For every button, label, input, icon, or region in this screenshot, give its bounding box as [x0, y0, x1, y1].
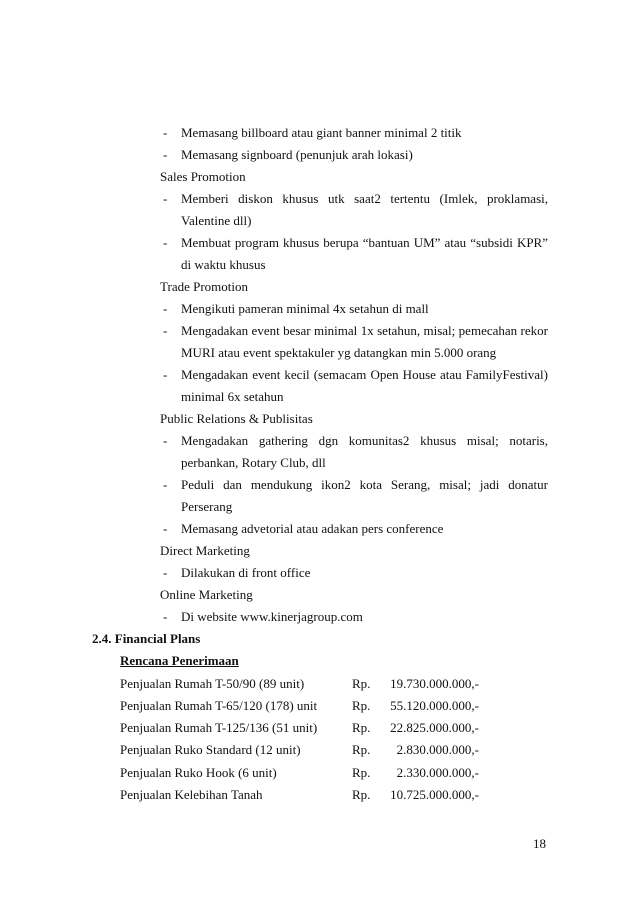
bullet-program-line2: di waktu khusus	[181, 257, 266, 272]
bullet-dash: -	[163, 609, 168, 624]
revenue-row-label: Penjualan Rumah T-125/136 (51 unit)	[120, 720, 318, 735]
revenue-row-label: Penjualan Rumah T-65/120 (178) unit	[120, 698, 318, 713]
bullet-dash: -	[163, 301, 168, 316]
revenue-row-currency: Rp.	[352, 698, 371, 713]
bullet-dash: -	[163, 323, 168, 338]
bullet-gathering-line2: perbankan, Rotary Club, dll	[181, 455, 326, 470]
page-number: 18	[533, 836, 546, 851]
subheading-rencana-penerimaan: Rencana Penerimaan	[120, 653, 239, 668]
bullet-dash: -	[163, 125, 168, 140]
heading-sales-promotion: Sales Promotion	[160, 169, 246, 184]
revenue-row-label: Penjualan Ruko Standard (12 unit)	[120, 742, 301, 757]
revenue-row-currency: Rp.	[352, 742, 371, 757]
bullet-advetorial: Memasang advetorial atau adakan pers conference	[181, 521, 444, 536]
bullet-diskon-line2: Valentine dll)	[181, 213, 252, 228]
section-heading-financial-plans: 2.4. Financial Plans	[92, 631, 201, 646]
bullet-gathering-line1: Mengadakan gathering dgn komunitas2 khusus misal; notaris,	[181, 433, 548, 448]
revenue-row-amount: 22.825.000.000,-	[390, 720, 479, 735]
revenue-row-amount: 2.830.000.000,-	[396, 742, 479, 757]
bullet-dash: -	[163, 367, 168, 382]
bullet-peduli-line1: Peduli dan mendukung ikon2 kota Serang, misal; jadi donatur	[181, 477, 548, 492]
bullet-pameran: Mengikuti pameran minimal 4x setahun di mall	[181, 301, 429, 316]
revenue-row-amount: 19.730.000.000,-	[390, 676, 479, 691]
bullet-program-line1: Membuat program khusus berupa “bantuan UM” atau “subsidi KPR”	[181, 235, 548, 250]
bullet-peduli-line2: Perserang	[181, 499, 233, 514]
bullet-dash: -	[163, 433, 168, 448]
bullet-dash: -	[163, 235, 168, 250]
bullet-event-besar-line2: MURI atau event spektakuler yg datangkan min 5.000 orang	[181, 345, 497, 360]
revenue-row-label: Penjualan Ruko Hook (6 unit)	[120, 765, 277, 780]
heading-public-relations: Public Relations & Publisitas	[160, 411, 313, 426]
heading-direct-marketing: Direct Marketing	[160, 543, 250, 558]
bullet-dash: -	[163, 565, 168, 580]
bullet-dash: -	[163, 147, 168, 162]
bullet-front-office: Dilakukan di front office	[181, 565, 311, 580]
bullet-dash: -	[163, 521, 168, 536]
heading-online-marketing: Online Marketing	[160, 587, 253, 602]
revenue-row-amount: 2.330.000.000,-	[396, 765, 479, 780]
revenue-row-currency: Rp.	[352, 676, 371, 691]
revenue-row-amount: 55.120.000.000,-	[390, 698, 479, 713]
bullet-event-kecil-line2: minimal 6x setahun	[181, 389, 284, 404]
revenue-row-currency: Rp.	[352, 787, 371, 802]
bullet-signboard: Memasang signboard (penunjuk arah lokasi)	[181, 147, 413, 162]
bullet-event-kecil-line1: Mengadakan event kecil (semacam Open House atau FamilyFestival)	[181, 367, 548, 382]
revenue-row-amount: 10.725.000.000,-	[390, 787, 479, 802]
bullet-event-besar-line1: Mengadakan event besar minimal 1x setahun, misal; pemecahan rekor	[181, 323, 548, 338]
bullet-website: Di website www.kinerjagroup.com	[181, 609, 363, 624]
revenue-row-currency: Rp.	[352, 765, 371, 780]
revenue-row-currency: Rp.	[352, 720, 371, 735]
bullet-dash: -	[163, 477, 168, 492]
bullet-diskon-line1: Memberi diskon khusus utk saat2 tertentu (Imlek, proklamasi,	[181, 191, 548, 206]
revenue-row-label: Penjualan Kelebihan Tanah	[120, 787, 263, 802]
bullet-dash: -	[163, 191, 168, 206]
heading-trade-promotion: Trade Promotion	[160, 279, 248, 294]
revenue-row-label: Penjualan Rumah T-50/90 (89 unit)	[120, 676, 305, 691]
bullet-billboard: Memasang billboard atau giant banner minimal 2 titik	[181, 125, 462, 140]
